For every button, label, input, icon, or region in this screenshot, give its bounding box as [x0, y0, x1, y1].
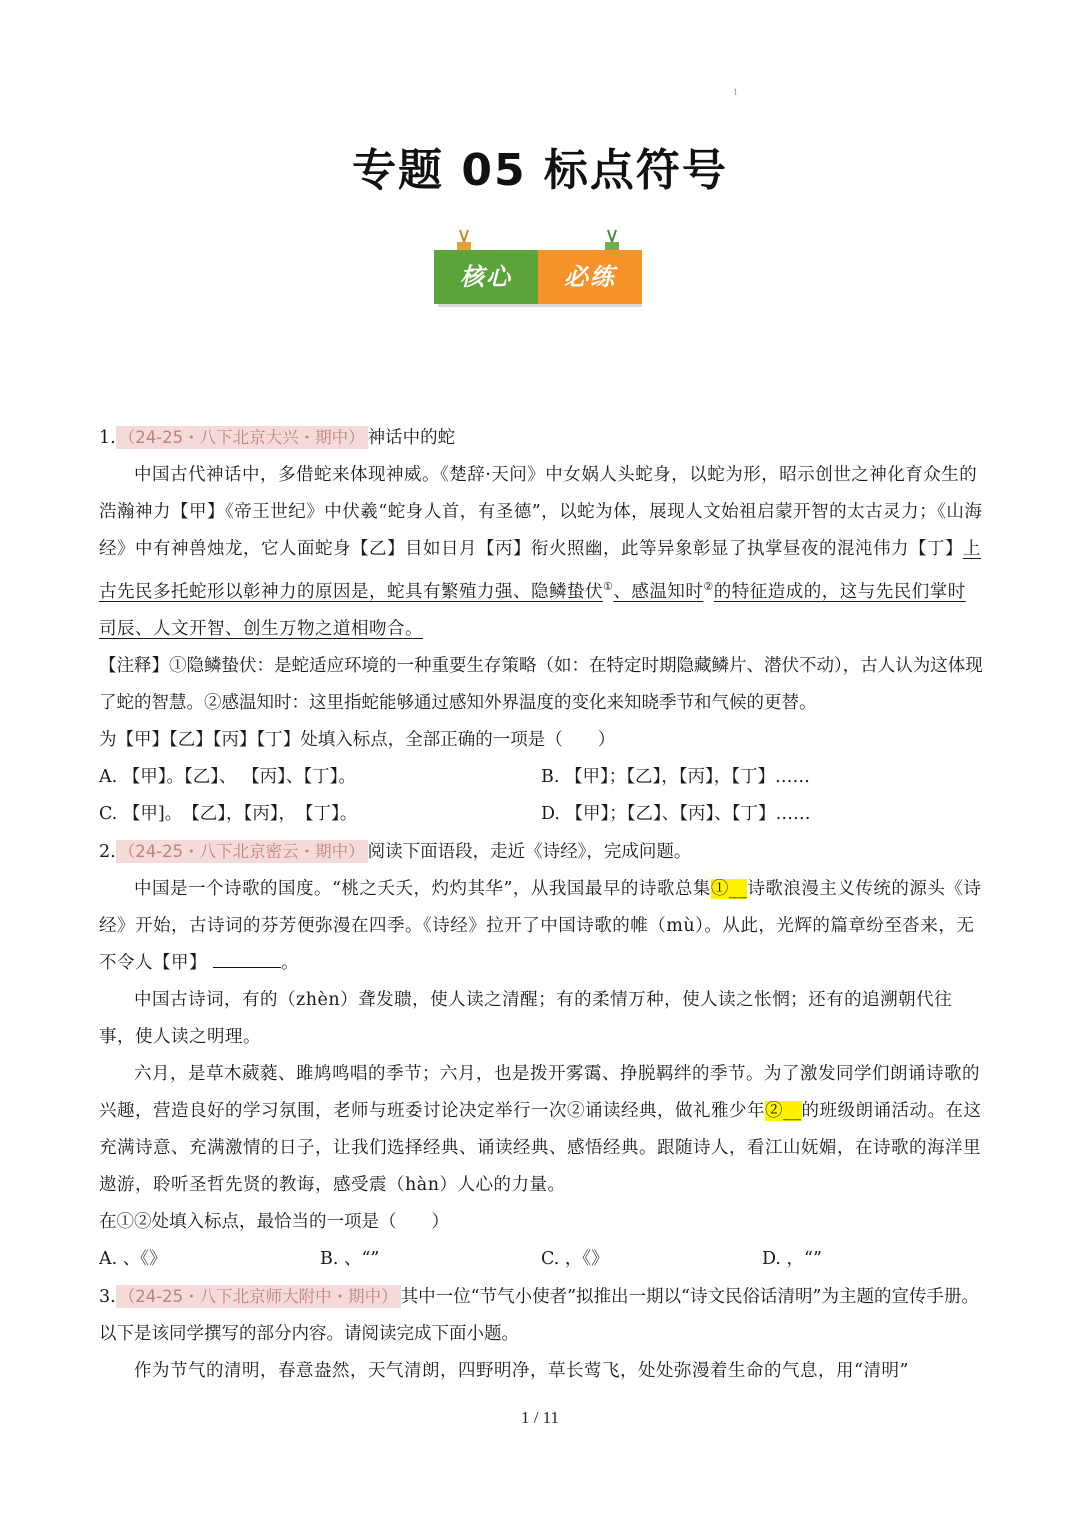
page-mark: 1 [733, 88, 739, 97]
answer-blank[interactable] [213, 949, 281, 968]
q1-footnote-mark: ① [603, 580, 614, 593]
q3-number: 3. [99, 1286, 116, 1307]
q1-underlined-text: 的特征造成的，这与先民们掌时司辰、人文开智、创生万物之道相吻合。 [99, 581, 966, 639]
q2-paragraph-3 [99, 1056, 983, 1204]
q1-passage-text: 中国古代神话中，多借蛇来体现神威。《楚辞·天问》中女娲人头蛇身，以蛇为形，昭示创世之神化育众生的浩瀚神力【甲】《帝王世纪》中伏羲“蛇身人首，有圣德”，以蛇为体，展现人文始祖启蒙开智的太古灵力；《山海经》中有神兽烛龙，它人面蛇身【乙】目如日月【丙】衔火照幽，此等异象彰显了执掌昼夜的混沌伟力【丁】 [99, 465, 983, 559]
q2-text: 的班级朗诵活动。在这充满诗意、充满激情的日子，让我们选择经典、诵读经典、感悟经典。跟随诗人，看江山妩媚，在诗歌的海洋里遨游，聆听圣哲先贤的教诲，感受震（hàn）人心的力量。 [99, 1100, 982, 1195]
q1-source-tag: （24-25・八下北京大兴・期中） [116, 426, 368, 449]
q1-option-a[interactable]: A. 【甲】。【乙】、 【丙】、【丁】。 [99, 766, 356, 787]
q2-source-tag: （24-25・八下北京密云・期中） [116, 840, 368, 863]
q1-underlined-text: 上古先民多托蛇形以彰神力的原因是，蛇具有繁殖力强、隐鳞蛰伏 [99, 539, 981, 602]
section-banner [434, 228, 642, 308]
q2-paragraph-1 [99, 871, 983, 982]
q2-paragraph-2: 中国古诗词，有的（zhèn）聋发聩，使人读之清醒；有的柔情万种，使人读之怅惘；还有的追溯朝代往事，使人读之明理。 [99, 989, 953, 1047]
banner-shadow [438, 304, 642, 307]
page-number: 1 / 11 [520, 1408, 560, 1427]
q2-highlight-mark: ②__ [765, 1100, 802, 1121]
content-body [99, 419, 983, 1390]
q3-intro: 其中一位“节气小使者”拟推出一期以“诗文民俗话清明”为主题的宣传手册。以下是该同学撰写的部分内容。请阅读完成下面小题。 [99, 1286, 979, 1344]
q1-options-row [99, 759, 983, 796]
q3-header [99, 1278, 983, 1353]
q2-option-d[interactable]: D. ，“” [762, 1248, 822, 1269]
banner-label-core: 核心 [434, 250, 538, 304]
q1-question: 为【甲】【乙】【丙】【丁】处填入标点，全部正确的一项是（ ） [99, 729, 616, 750]
q1-number: 1. [99, 428, 116, 448]
q2-option-c[interactable]: C. ，《》 [541, 1248, 609, 1269]
q2-header [99, 833, 983, 871]
q1-footnote-mark: ② [703, 580, 714, 593]
q2-intro: 阅读下面语段，走近《诗经》，完成问题。 [367, 841, 692, 862]
q1-header [99, 419, 983, 457]
q1-underlined-text: 、感温知时 [613, 581, 704, 602]
q1-passage [99, 457, 983, 648]
q1-option-d[interactable]: D. 【甲】；【乙】、【丙】、【丁】…… [541, 803, 811, 824]
q2-text: 中国是一个诗歌的国度。“桃之夭夭，灼灼其华”，从我国最早的诗歌总集 [134, 878, 711, 899]
q2-text: 诗歌浪漫主义传统的源头《诗经》开始，古诗词的芬芳便弥漫在四季。《诗经》拉开了中国诗歌的帷（mù）。从此，光辉的篇章纷至沓来，无不令人【甲】 [99, 878, 982, 973]
page-title: 专题 05 标点符号 [352, 145, 728, 196]
q2-number: 2. [99, 841, 116, 862]
q2-question: 在①②处填入标点，最恰当的一项是（ ） [99, 1211, 449, 1232]
q1-options-row [99, 796, 983, 833]
banner-label-practice: 必练 [538, 250, 642, 304]
q1-option-c[interactable]: C. 【甲]。 【乙】，【丙】， 【丁】。 [99, 803, 358, 824]
q2-text: 六月，是草木葳蕤、雎鸠鸣唱的季节；六月，也是拨开雾霭、挣脱羁绊的季节。为了激发同学们朗诵诗歌的兴趣，营造良好的学习氛围，老师与班委讨论决定举行一次②诵读经典，做礼雅少年 [99, 1063, 980, 1121]
q2-text: 。 [281, 952, 300, 973]
q1-option-b[interactable]: B. 【甲】；【乙】，【丙】，【丁】…… [541, 766, 810, 787]
q2-highlight-mark: ①__ [710, 878, 748, 899]
q2-option-a[interactable]: A. 、《》 [99, 1248, 167, 1269]
q2-option-b[interactable]: B. 、“” [320, 1248, 380, 1269]
q1-note: 【注释】①隐鳞蛰伏：是蛇适应环境的一种重要生存策略（如：在特定时期隐藏鳞片、潜伏不动），古人认为这体现了蛇的智慧。②感温知时：这里指蛇能够通过感知外界温度的变化来知晓季节和气候的更替。 [99, 655, 983, 713]
q2-options-row [99, 1241, 983, 1278]
q3-source-tag: （24-25・八下北京师大附中・期中） [116, 1285, 401, 1308]
q1-topic: 神话中的蛇 [367, 428, 456, 448]
q3-paragraph-1: 作为节气的清明，春意盎然，天气清朗，四野明净，草长莺飞，处处弥漫着生命的气息，用“清明” [134, 1360, 909, 1381]
